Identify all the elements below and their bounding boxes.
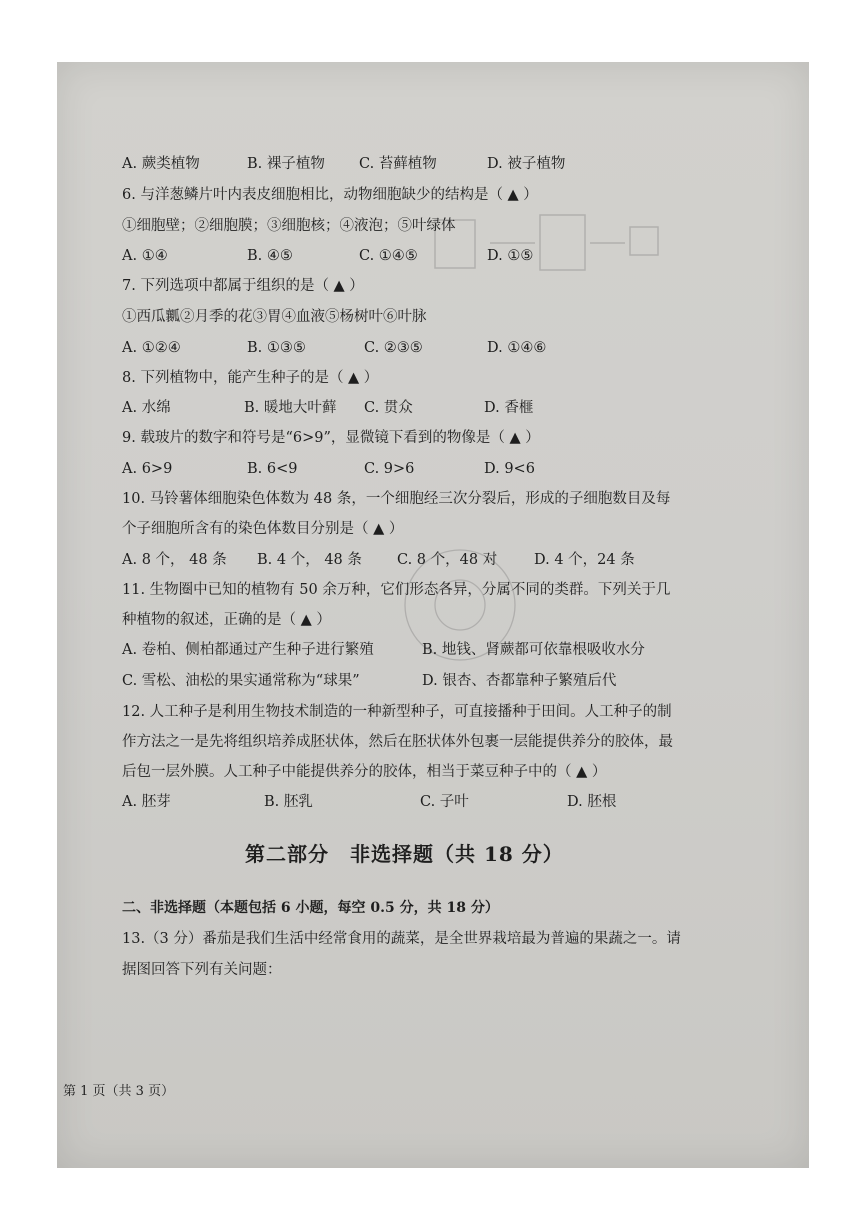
q7-items: ①西瓜瓤②月季的花③胃④血液⑤杨树叶⑥叶脉 [122,309,427,325]
q9-option-a[interactable]: A. 6>9 [122,461,173,477]
q12-stem-line2: 作方法之一是先将组织培养成胚状体，然后在胚状体外包裹一层能提供养分的胶体，最 [122,734,673,750]
q10-stem-line2: 个子细胞所含有的染色体数目分别是（ ▲ ） [122,521,404,537]
q11-stem-line1: 11. 生物圈中已知的植物有 50 余万种，它们形态各异，分属不同的类群。下列关于几 [122,582,671,598]
q7-option-a[interactable]: A. ①②④ [122,340,181,356]
q6-option-d[interactable]: D. ①⑤ [487,248,534,264]
q10-option-c[interactable]: C. 8 个，48 对 [397,552,498,568]
bleed-through-diagram [430,205,670,275]
q11-option-d[interactable]: D. 银杏、杏都靠种子繁殖后代 [422,673,617,689]
q6-option-a[interactable]: A. ①④ [122,248,168,264]
q7-option-c[interactable]: C. ②③⑤ [364,340,423,356]
part2-heading: 二、非选择题（本题包括 6 小题，每空 0.5 分，共 18 分） [122,900,499,916]
q12-option-d[interactable]: D. 胚根 [567,794,617,810]
q9-stem: 9. 载玻片的数字和符号是“6>9”，显微镜下看到的物像是（ ▲ ） [122,430,540,446]
q5-option-b[interactable]: B. 裸子植物 [247,156,325,172]
q5-option-d[interactable]: D. 被子植物 [487,156,566,172]
q6-option-c[interactable]: C. ①④⑤ [359,248,418,264]
q9-option-c[interactable]: C. 9>6 [364,461,415,477]
q11-option-a[interactable]: A. 卷柏、侧柏都通过产生种子进行繁殖 [122,642,374,658]
q12-option-c[interactable]: C. 子叶 [420,794,469,810]
page-footer: 第 1 页（共 3 页） [63,1084,175,1099]
section-title: 第二部分 非选择题（共 18 分） [245,842,564,866]
q11-option-c[interactable]: C. 雪松、油松的果实通常称为“球果” [122,673,360,689]
q12-stem-line3: 后包一层外膜。人工种子中能提供养分的胶体，相当于菜豆种子中的（ ▲ ） [122,764,607,780]
q12-option-b[interactable]: B. 胚乳 [264,794,313,810]
q6-items: ①细胞壁；②细胞膜；③细胞核；④液泡；⑤叶绿体 [122,218,456,234]
q12-stem-line1: 12. 人工种子是利用生物技术制造的一种新型种子，可直接播种于田间。人工种子的制 [122,704,672,720]
q11-stem-line2: 种植物的叙述，正确的是（ ▲ ） [122,612,331,628]
q8-option-c[interactable]: C. 贯众 [364,400,413,416]
q7-stem: 7. 下列选项中都属于组织的是（ ▲ ） [122,278,364,294]
q13-stem-line2: 据图回答下列有关问题： [122,962,282,978]
q9-option-d[interactable]: D. 9<6 [484,461,535,477]
q7-option-b[interactable]: B. ①③⑤ [247,340,306,356]
q8-option-d[interactable]: D. 香榧 [484,400,534,416]
q7-option-d[interactable]: D. ①④⑥ [487,340,547,356]
q12-option-a[interactable]: A. 胚芽 [122,794,171,810]
q5-option-c[interactable]: C. 苔藓植物 [359,156,437,172]
q6-option-b[interactable]: B. ④⑤ [247,248,293,264]
q10-stem-line1: 10. 马铃薯体细胞染色体数为 48 条，一个细胞经三次分裂后，形成的子细胞数目及每 [122,491,671,507]
q9-option-b[interactable]: B. 6<9 [247,461,298,477]
q13-stem-line1: 13.（3 分）番茄是我们生活中经常食用的蔬菜，是全世界栽培最为普遍的果蔬之一。请 [122,931,681,947]
q8-option-a[interactable]: A. 水绵 [122,400,171,416]
q10-option-d[interactable]: D. 4 个，24 条 [534,552,635,568]
q10-option-b[interactable]: B. 4 个， 48 条 [257,552,362,568]
q6-stem: 6. 与洋葱鳞片叶内表皮细胞相比，动物细胞缺少的结构是（ ▲ ） [122,187,538,203]
q5-option-a[interactable]: A. 蕨类植物 [122,156,200,172]
q8-option-b[interactable]: B. 暖地大叶藓 [244,400,337,416]
q10-option-a[interactable]: A. 8 个， 48 条 [122,552,227,568]
q8-stem: 8. 下列植物中，能产生种子的是（ ▲ ） [122,370,379,386]
q11-option-b[interactable]: B. 地钱、肾蕨都可依靠根吸收水分 [422,642,645,658]
